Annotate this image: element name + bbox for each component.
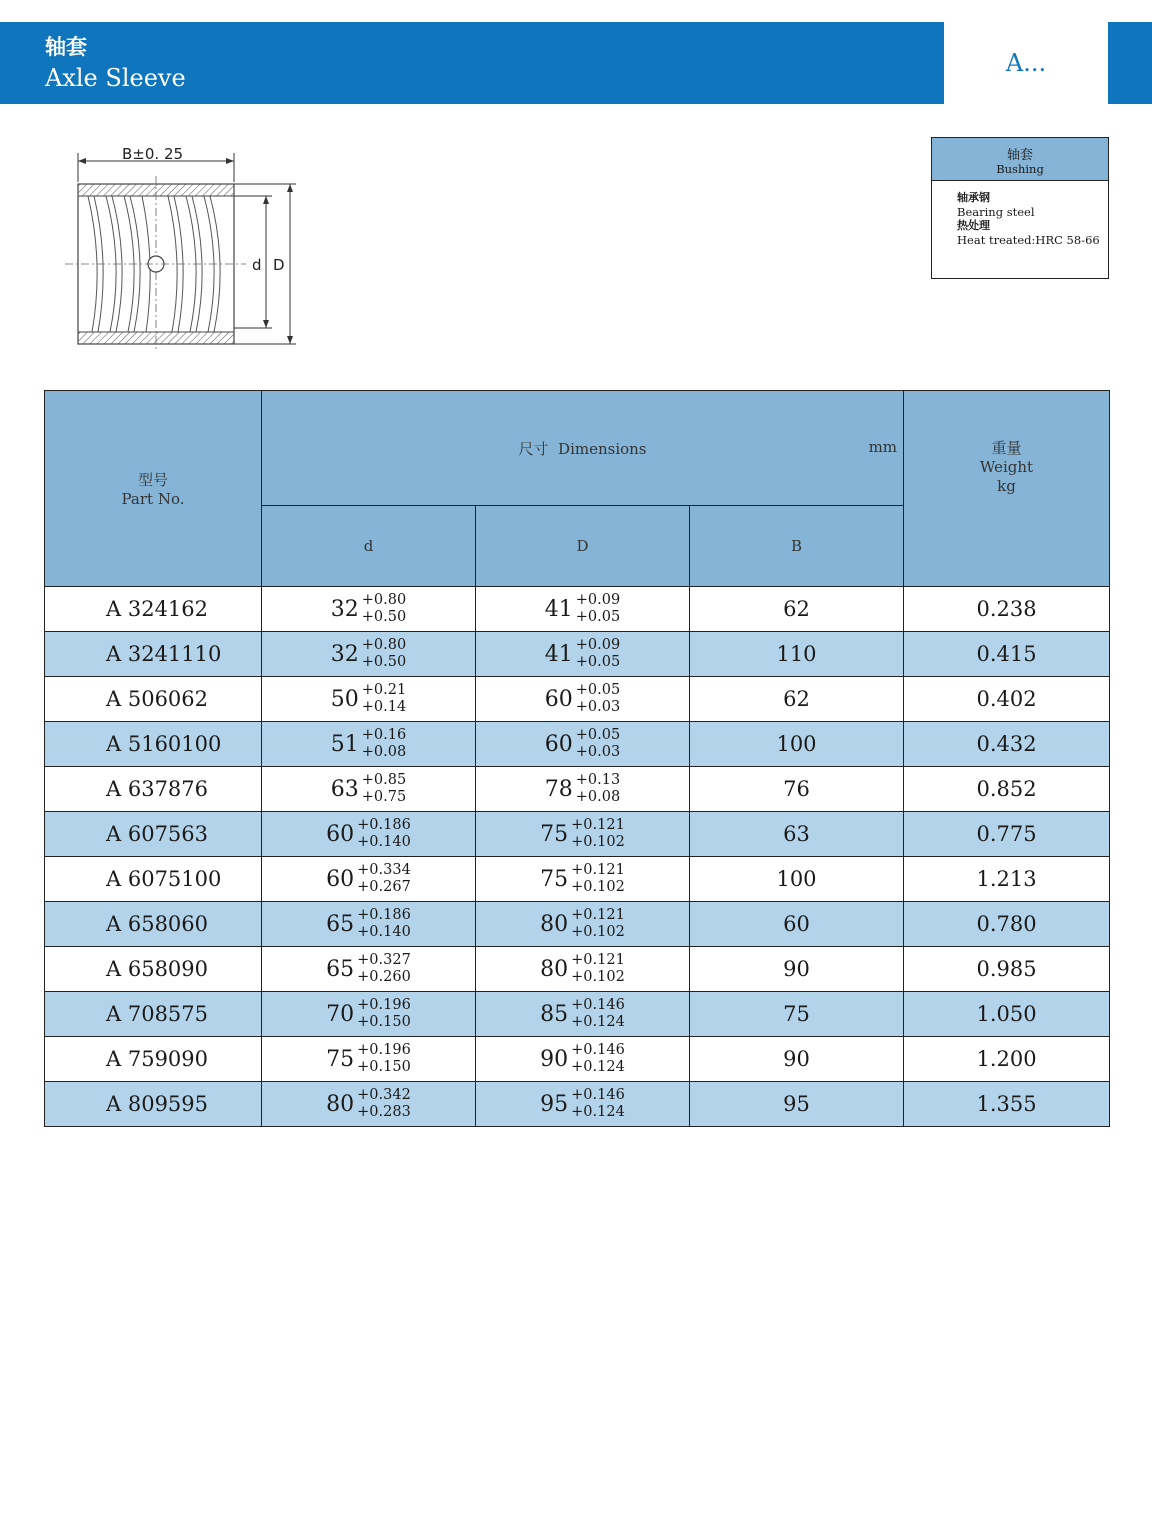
header-banner — [0, 22, 944, 104]
outer-diameter-cell — [476, 992, 690, 1037]
outer-diameter-cell-upper-tolerance: +0.121 — [571, 952, 625, 968]
length-b-cell: 90 — [690, 947, 904, 992]
length-b-cell: 62 — [690, 587, 904, 632]
part-no-cell: A 506062 — [45, 677, 262, 722]
inner-diameter-cell-lower-tolerance: +0.140 — [357, 834, 411, 850]
inner-diameter-cell-upper-tolerance: +0.186 — [357, 907, 411, 923]
table-row — [45, 857, 1110, 902]
table-row — [45, 812, 1110, 857]
outer-diameter-cell-lower-tolerance: +0.124 — [571, 1014, 625, 1030]
length-b-cell: 100 — [690, 857, 904, 902]
outer-diameter-cell-upper-tolerance: +0.121 — [571, 817, 625, 833]
outer-diameter-cell-lower-tolerance: +0.05 — [575, 609, 621, 625]
inner-diameter-cell-upper-tolerance: +0.186 — [357, 817, 411, 833]
inner-diameter-cell-lower-tolerance: +0.140 — [357, 924, 411, 940]
inner-diameter-cell-lower-tolerance: +0.50 — [361, 609, 407, 625]
outer-diameter-cell-upper-tolerance: +0.121 — [571, 907, 625, 923]
outer-diameter-cell-lower-tolerance: +0.102 — [571, 879, 625, 895]
inner-diameter-cell — [262, 1082, 476, 1127]
outer-diameter-cell-lower-tolerance: +0.124 — [571, 1059, 625, 1075]
inner-diameter-cell — [262, 857, 476, 902]
inner-diameter-cell — [262, 812, 476, 857]
table-row — [45, 722, 1110, 767]
outer-diameter-cell-lower-tolerance: +0.08 — [575, 789, 621, 805]
part-no-header — [45, 391, 262, 587]
outer-diameter-cell — [476, 1082, 690, 1127]
outer-diameter-cell-upper-tolerance: +0.121 — [571, 862, 625, 878]
inner-diameter-cell — [262, 632, 476, 677]
outer-diameter-cell-nominal: 75 — [540, 866, 569, 892]
part-no-cell: A 6075100 — [45, 857, 262, 902]
length-b-cell: 110 — [690, 632, 904, 677]
outer-diameter-cell-nominal: 41 — [544, 596, 573, 622]
col-d-header: d — [262, 506, 476, 587]
weight-header — [904, 391, 1110, 587]
part-no-cell: A 708575 — [45, 992, 262, 1037]
length-b-cell: 95 — [690, 1082, 904, 1127]
outer-diameter-cell-lower-tolerance: +0.05 — [575, 654, 621, 670]
inner-diameter-cell-nominal: 65 — [326, 956, 355, 982]
inner-diameter-cell-nominal: 60 — [326, 866, 355, 892]
material-title-zh: 轴套 — [1006, 148, 1033, 163]
weight-header-en: Weight — [979, 458, 1034, 476]
inner-diameter-cell-lower-tolerance: +0.267 — [357, 879, 411, 895]
dimensions-header — [262, 391, 904, 506]
inner-diameter-cell-nominal: 50 — [330, 686, 359, 712]
inner-diameter-cell-upper-tolerance: +0.80 — [361, 592, 407, 608]
dimensions-unit: mm — [868, 438, 898, 456]
part-no-cell: A 3241110 — [45, 632, 262, 677]
part-no-cell: A 5160100 — [45, 722, 262, 767]
outer-diameter-cell-upper-tolerance: +0.146 — [571, 997, 625, 1013]
table-row — [45, 1037, 1110, 1082]
outer-diameter-cell-lower-tolerance: +0.124 — [571, 1104, 625, 1120]
outer-diameter-cell — [476, 722, 690, 767]
inner-diameter-cell-nominal: 32 — [330, 596, 359, 622]
outer-diameter-cell — [476, 767, 690, 812]
weight-cell: 1.213 — [904, 857, 1110, 902]
outer-diameter-cell-upper-tolerance: +0.13 — [575, 772, 621, 788]
inner-diameter-cell-nominal: 32 — [330, 641, 359, 667]
part-no-header-zh: 型号 — [137, 471, 168, 489]
length-b-cell: 76 — [690, 767, 904, 812]
inner-diameter-cell-lower-tolerance: +0.14 — [361, 699, 407, 715]
part-no-cell: A 324162 — [45, 587, 262, 632]
inner-diameter-cell-nominal: 63 — [330, 776, 359, 802]
outer-diameter-cell-upper-tolerance: +0.146 — [571, 1042, 625, 1058]
material-box-header — [932, 138, 1108, 181]
bushing-drawing — [60, 140, 320, 360]
outer-diameter-cell-nominal: 85 — [540, 1001, 569, 1027]
inner-diameter-cell-nominal: 51 — [330, 731, 359, 757]
inner-diameter-cell — [262, 722, 476, 767]
outer-diameter-cell — [476, 1037, 690, 1082]
inner-diameter-cell-lower-tolerance: +0.150 — [357, 1014, 411, 1030]
outer-diameter-cell-upper-tolerance: +0.146 — [571, 1087, 625, 1103]
part-no-cell: A 759090 — [45, 1037, 262, 1082]
part-no-cell: A 809595 — [45, 1082, 262, 1127]
right-tab — [1108, 22, 1152, 104]
material-line: Bearing steel — [957, 205, 1035, 219]
length-b-cell: 60 — [690, 902, 904, 947]
inner-diameter-cell — [262, 767, 476, 812]
weight-cell: 1.355 — [904, 1082, 1110, 1127]
inner-diameter-cell-nominal: 65 — [326, 911, 355, 937]
table-row — [45, 587, 1110, 632]
inner-diameter-cell-upper-tolerance: +0.334 — [357, 862, 411, 878]
inner-diameter-cell — [262, 947, 476, 992]
part-no-cell: A 658090 — [45, 947, 262, 992]
outer-diameter-cell-nominal: 60 — [544, 686, 573, 712]
outer-diameter-cell-lower-tolerance: +0.102 — [571, 924, 625, 940]
col-D-header: D — [476, 506, 690, 587]
outer-diameter-cell — [476, 677, 690, 722]
table-row — [45, 677, 1110, 722]
outer-diameter-cell-nominal: 95 — [540, 1091, 569, 1117]
material-box — [931, 137, 1109, 279]
inner-diameter-cell-nominal: 60 — [326, 821, 355, 847]
outer-diameter-cell-upper-tolerance: +0.05 — [575, 682, 621, 698]
inner-diameter-cell-upper-tolerance: +0.342 — [357, 1087, 411, 1103]
outer-diameter-cell — [476, 632, 690, 677]
material-line: Heat treated:HRC 58-66 — [957, 233, 1100, 247]
material-line: 热处理 — [957, 219, 990, 232]
outer-diameter-cell-lower-tolerance: +0.03 — [575, 699, 621, 715]
spec-table — [44, 390, 1110, 1127]
outer-diameter-cell-nominal: 60 — [544, 731, 573, 757]
length-b-cell: 62 — [690, 677, 904, 722]
weight-cell: 0.402 — [904, 677, 1110, 722]
inner-diameter-cell-upper-tolerance: +0.327 — [357, 952, 411, 968]
table-row — [45, 947, 1110, 992]
inner-diameter-cell-lower-tolerance: +0.08 — [361, 744, 407, 760]
inner-diameter-cell — [262, 677, 476, 722]
outer-diameter-cell-lower-tolerance: +0.03 — [575, 744, 621, 760]
title-en: Axle Sleeve — [45, 64, 186, 92]
inner-diameter-cell-nominal: 80 — [326, 1091, 355, 1117]
weight-header-zh: 重量 — [991, 439, 1022, 457]
col-B-header: B — [690, 506, 904, 587]
weight-cell: 0.780 — [904, 902, 1110, 947]
weight-header-unit: kg — [997, 477, 1016, 495]
table-row — [45, 992, 1110, 1037]
weight-cell: 0.432 — [904, 722, 1110, 767]
inner-diameter-cell-lower-tolerance: +0.75 — [361, 789, 407, 805]
table-row — [45, 1082, 1110, 1127]
title-zh: 轴套 — [45, 35, 87, 59]
weight-cell: 0.985 — [904, 947, 1110, 992]
b-dimension-label: B±0. 25 — [122, 145, 184, 163]
part-no-cell: A 658060 — [45, 902, 262, 947]
inner-diameter-cell-upper-tolerance: +0.16 — [361, 727, 407, 743]
inner-diameter-cell-upper-tolerance: +0.21 — [361, 682, 407, 698]
inner-diameter-cell — [262, 1037, 476, 1082]
outer-diameter-cell-upper-tolerance: +0.09 — [575, 637, 621, 653]
outer-diameter-cell-nominal: 80 — [540, 911, 569, 937]
outer-diameter-cell — [476, 587, 690, 632]
inner-diameter-cell-upper-tolerance: +0.196 — [357, 997, 411, 1013]
weight-cell: 1.200 — [904, 1037, 1110, 1082]
outer-diameter-cell-lower-tolerance: +0.102 — [571, 834, 625, 850]
inner-diameter-cell — [262, 992, 476, 1037]
outer-diameter-cell — [476, 902, 690, 947]
weight-cell: 0.852 — [904, 767, 1110, 812]
outer-diameter-cell-nominal: 75 — [540, 821, 569, 847]
inner-diameter-cell-upper-tolerance: +0.85 — [361, 772, 407, 788]
outer-diameter-cell-upper-tolerance: +0.09 — [575, 592, 621, 608]
outer-diameter-cell — [476, 812, 690, 857]
D-dimension-label: D — [273, 256, 285, 274]
outer-diameter-cell-nominal: 90 — [540, 1046, 569, 1072]
material-box-body — [932, 181, 1108, 247]
weight-cell: 0.775 — [904, 812, 1110, 857]
outer-diameter-cell-nominal: 78 — [544, 776, 573, 802]
inner-diameter-cell-lower-tolerance: +0.50 — [361, 654, 407, 670]
weight-cell: 0.238 — [904, 587, 1110, 632]
table-row — [45, 767, 1110, 812]
section-code: A... — [1005, 49, 1047, 77]
inner-diameter-cell-nominal: 75 — [326, 1046, 355, 1072]
inner-diameter-cell-lower-tolerance: +0.150 — [357, 1059, 411, 1075]
part-no-cell: A 607563 — [45, 812, 262, 857]
outer-diameter-cell-nominal: 41 — [544, 641, 573, 667]
outer-diameter-cell-nominal: 80 — [540, 956, 569, 982]
outer-diameter-cell — [476, 857, 690, 902]
material-line: 轴承钢 — [957, 191, 990, 204]
outer-diameter-cell-upper-tolerance: +0.05 — [575, 727, 621, 743]
inner-diameter-cell-upper-tolerance: +0.196 — [357, 1042, 411, 1058]
weight-cell: 0.415 — [904, 632, 1110, 677]
inner-diameter-cell — [262, 587, 476, 632]
table-row — [45, 632, 1110, 677]
inner-diameter-cell-lower-tolerance: +0.260 — [357, 969, 411, 985]
length-b-cell: 63 — [690, 812, 904, 857]
length-b-cell: 100 — [690, 722, 904, 767]
weight-cell: 1.050 — [904, 992, 1110, 1037]
part-no-header-en: Part No. — [121, 490, 185, 508]
inner-diameter-cell-lower-tolerance: +0.283 — [357, 1104, 411, 1120]
inner-diameter-cell-upper-tolerance: +0.80 — [361, 637, 407, 653]
part-no-cell: A 637876 — [45, 767, 262, 812]
outer-diameter-cell-lower-tolerance: +0.102 — [571, 969, 625, 985]
dimensions-label: 尺寸 Dimensions — [518, 440, 647, 458]
length-b-cell: 75 — [690, 992, 904, 1037]
length-b-cell: 90 — [690, 1037, 904, 1082]
table-row — [45, 902, 1110, 947]
outer-diameter-cell — [476, 947, 690, 992]
material-title-en: Bushing — [996, 162, 1044, 176]
inner-diameter-cell-nominal: 70 — [326, 1001, 355, 1027]
d-dimension-label: d — [252, 256, 262, 274]
inner-diameter-cell — [262, 902, 476, 947]
